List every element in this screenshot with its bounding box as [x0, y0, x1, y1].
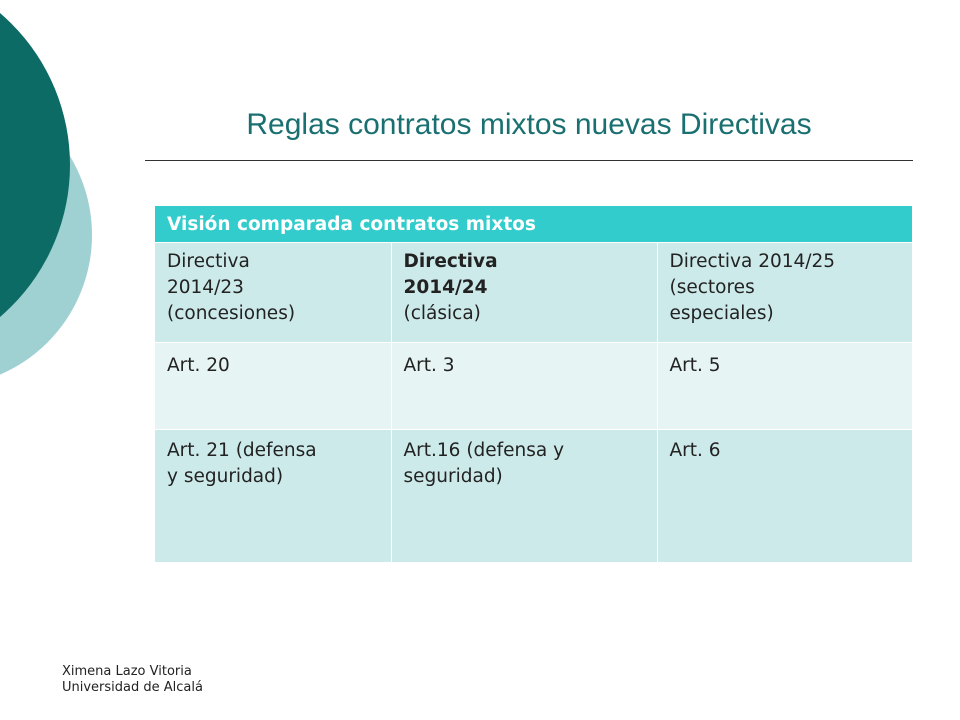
- table-cell: Art. 3: [391, 343, 657, 430]
- table-row: [155, 430, 912, 563]
- table-header-row: [155, 206, 912, 243]
- cell-line-bold: Directiva: [403, 251, 498, 272]
- table-cell-directive-23: [155, 243, 391, 343]
- cell-line: Art. 21 (defensa: [167, 440, 317, 461]
- cell-line: (concesiones): [167, 303, 296, 324]
- cell-line: Directiva: [167, 251, 250, 272]
- cell-line: (clásica): [403, 303, 481, 324]
- table-cell: Art. 6: [657, 430, 912, 563]
- table-row: [155, 343, 912, 430]
- title-divider: [145, 160, 913, 161]
- cell-line: y seguridad): [167, 466, 284, 487]
- cell-line: Art.16 (defensa y: [403, 440, 565, 461]
- cell-line-bold: 2014/24: [403, 277, 488, 298]
- slide-title: Reglas contratos mixtos nuevas Directivas: [246, 108, 812, 141]
- footer-author: Ximena Lazo Vitoria: [62, 664, 192, 679]
- table-cell-directive-24: [391, 243, 657, 343]
- cell-line: seguridad): [403, 466, 503, 487]
- table-cell-directive-25: [657, 243, 912, 343]
- footer: [62, 664, 203, 696]
- table-row: [155, 243, 912, 343]
- cell-line: Directiva 2014/25: [669, 251, 836, 272]
- footer-institution: Universidad de Alcalá: [62, 680, 203, 695]
- cell-line: (sectores: [669, 277, 755, 298]
- table-cell: Art. 5: [657, 343, 912, 430]
- table-cell: [155, 430, 391, 563]
- comparison-table: [155, 206, 912, 563]
- decorative-circles: [0, 0, 120, 400]
- table-cell: Art. 20: [155, 343, 391, 430]
- table-header: Visión comparada contratos mixtos: [155, 206, 912, 243]
- table-cell: [391, 430, 657, 563]
- cell-line: especiales): [669, 303, 774, 324]
- cell-line: 2014/23: [167, 277, 244, 298]
